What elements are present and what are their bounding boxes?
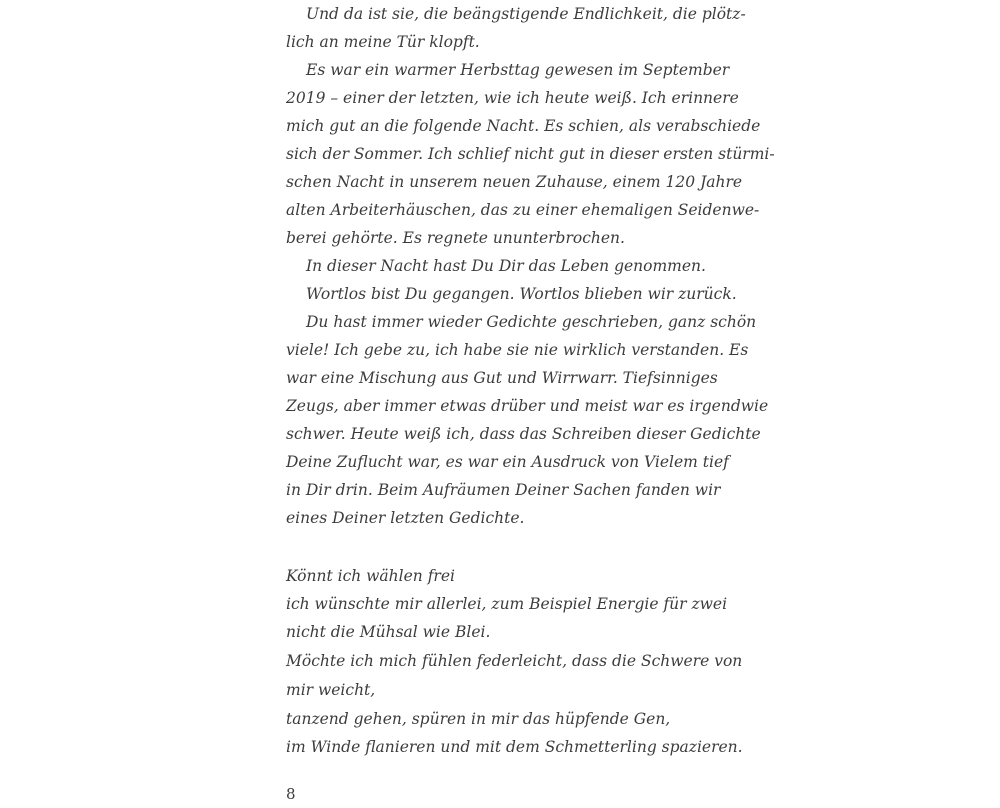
prose-line: schen Nacht in unserem neuen Zuhause, einem 120 Jahre [286,173,743,191]
prose-line: war eine Mischung aus Gut und Wirrwarr. Tiefsinniges [286,369,718,387]
prose-line: Zeugs, aber immer etwas drüber und meist war es irgendwie [286,397,769,415]
poem-line: Möchte ich mich fühlen federleicht, dass die Schwere von [286,652,743,670]
poem-line: nicht die Mühsal wie Blei. [286,623,491,641]
prose-line: viele! Ich gebe zu, ich habe sie nie wirklich verstanden. Es [286,341,749,359]
prose-line: Wortlos bist Du gegangen. Wortlos blieben wir zurück. [306,285,737,303]
page-number: 8 [286,785,296,803]
prose-line: Deine Zuflucht war, es war ein Ausdruck von Vielem tief [286,453,729,471]
poem-line: mir weicht, [286,681,376,699]
poem-line: ich wünschte mir allerlei, zum Beispiel Energie für zwei [286,595,728,613]
prose-line: Du hast immer wieder Gedichte geschrieben, ganz schön [306,313,757,331]
prose-line: eines Deiner letzten Gedichte. [286,509,525,527]
prose-line: Es war ein warmer Herbsttag gewesen im September [306,61,730,79]
prose-line: In dieser Nacht hast Du Dir das Leben genommen. [306,257,706,275]
prose-line: lich an meine Tür klopft. [286,33,480,51]
prose-line: schwer. Heute weiß ich, dass das Schreiben dieser Gedichte [286,425,761,443]
prose-line: alten Arbeiterhäuschen, das zu einer ehemaligen Seidenwe- [286,201,760,219]
poem-line: tanzend gehen, spüren in mir das hüpfende Gen, [286,710,671,728]
prose-line: Und da ist sie, die beängstigende Endlichkeit, die plötz- [306,5,746,23]
poem-line: Könnt ich wählen frei [286,567,455,585]
prose-line: sich der Sommer. Ich schlief nicht gut in dieser ersten stürmi- [286,145,775,163]
prose-line: mich gut an die folgende Nacht. Es schien, als verabschiede [286,117,761,135]
poem-line: im Winde flanieren und mit dem Schmetterling spazieren. [286,738,743,756]
prose-line: in Dir drin. Beim Aufräumen Deiner Sachen fanden wir [286,481,721,499]
prose-line: 2019 – einer der letzten, wie ich heute weiß. Ich erinnere [286,89,739,107]
prose-line: berei gehörte. Es regnete ununterbrochen. [286,229,625,247]
